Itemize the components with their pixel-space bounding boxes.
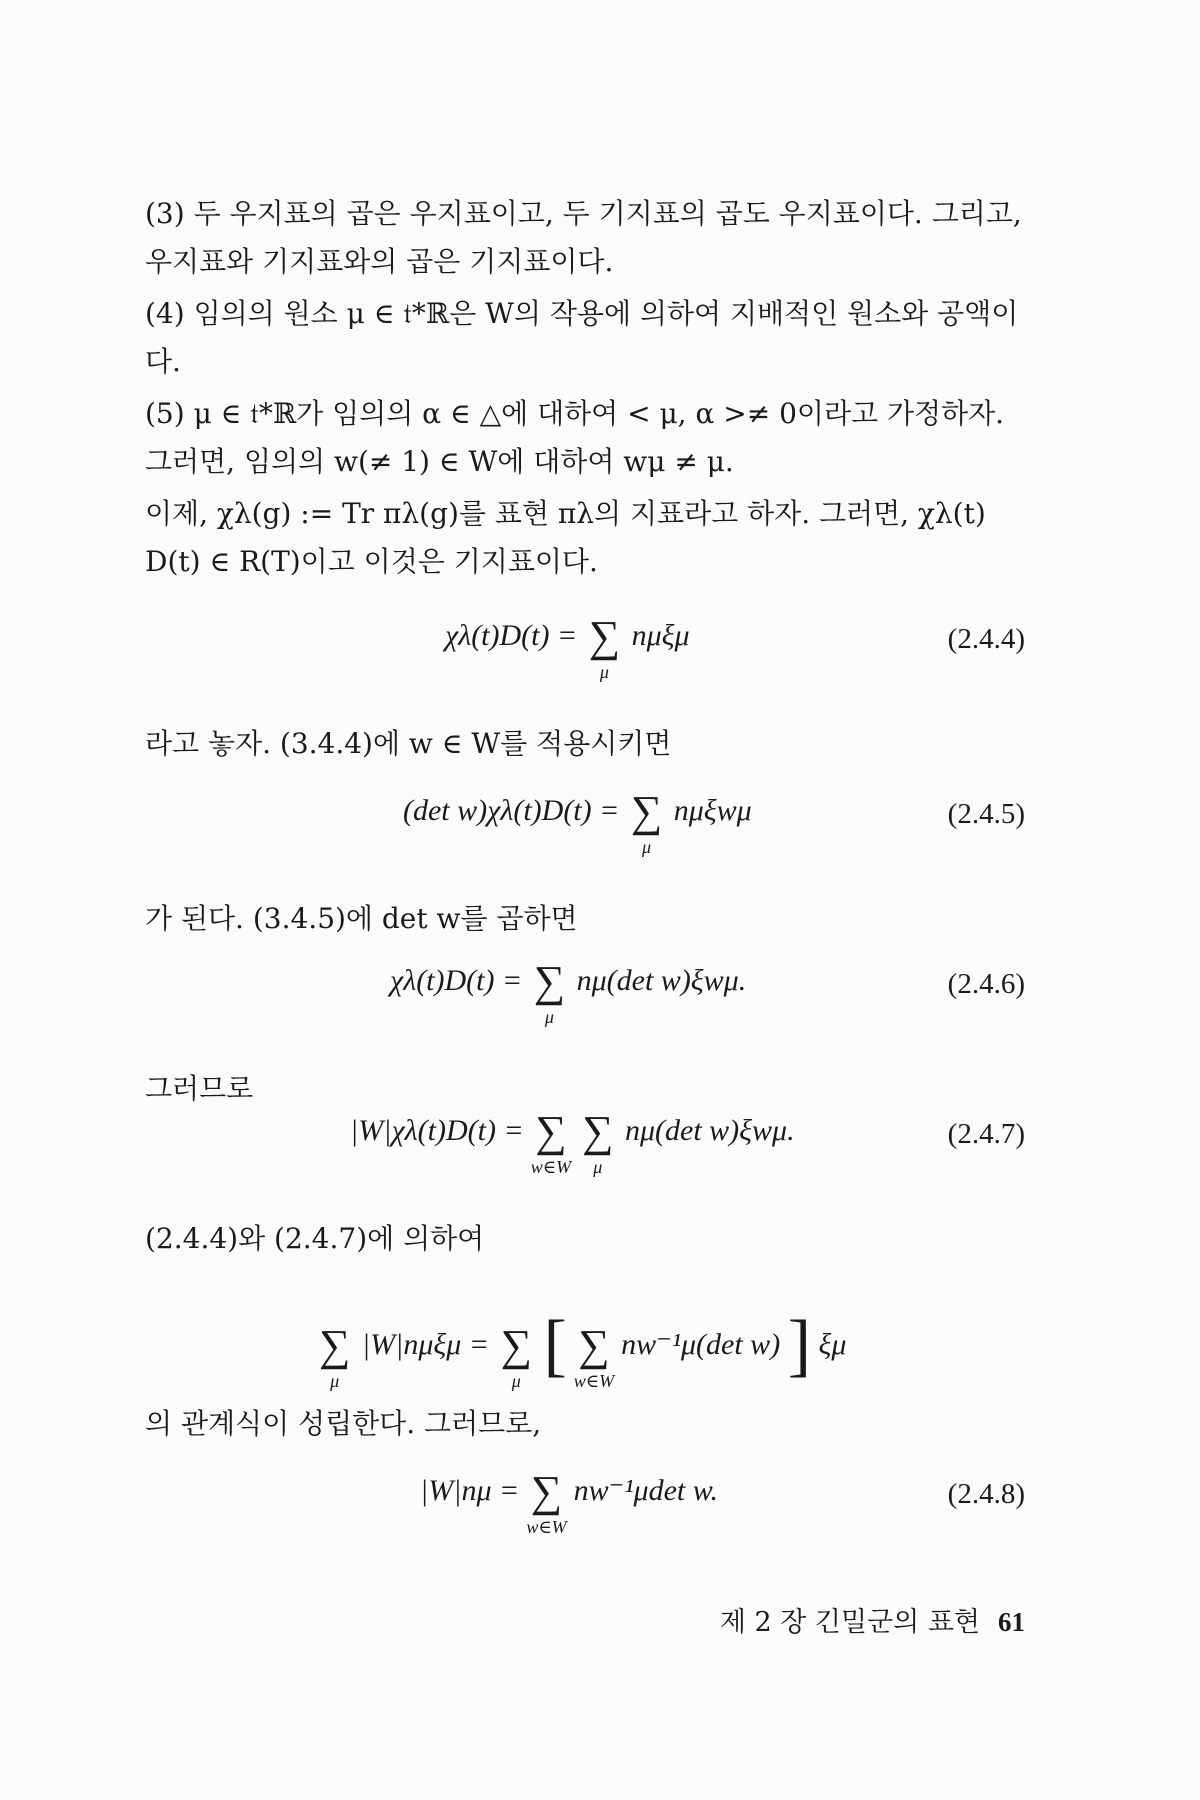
equation-number: (2.4.5) [947,798,1025,830]
equation-number: (2.4.6) [947,968,1025,1000]
summation-symbol: ∑ w∈W [530,1107,572,1177]
eq2-rhs: nμξwμ [673,794,752,827]
summation-symbol: ∑ μ [588,612,621,682]
paragraph-apply-w: 라고 놓자. (3.4.4)에 w ∈ W를 적용시키면 [145,727,672,760]
sum-index: w∈W [526,1517,567,1537]
eq3-rhs: nμ(det w)ξwμ. [576,964,747,997]
equation-relation [145,1300,1025,1410]
summation-symbol: ∑ μ [500,1321,532,1391]
paragraph-item-3: (3) 두 우지표의 곱은 우지표이고, 두 기지표의 곱도 우지표이다. 그리고, 우지표와 기지표와의 곱은 기지표이다. [145,197,1022,278]
sum-index: μ [544,1007,554,1027]
eq4-lhs: |W|χλ(t)D(t) = [350,1114,524,1147]
paragraph-by-equations: (2.4.4)와 (2.4.7)에 의하여 [145,1222,485,1255]
paragraph-therefore: 그러므로 [145,1072,254,1105]
sum-index: μ [642,837,652,857]
eq5-inner: nw⁻¹μ(det w) [621,1328,781,1361]
sum-index: μ [593,1157,603,1177]
paragraph-item-5: (5) μ ∈ 𝔱*ℝ가 임의의 α ∈ △에 대하여 < μ, α >≠ 0이라고 가정하자. 그러면, 임의의 w(≠ 1) ∈ W에 대하여 wμ ≠ μ. [145,397,1005,478]
summation-symbol: ∑ μ [630,787,663,857]
equation-number: (2.4.7) [947,1118,1025,1150]
equation-2-4-7 [145,1107,1025,1200]
summation-symbol: ∑ w∈W [573,1321,615,1391]
eq6-lhs: |W|nμ = [420,1474,520,1507]
sum-index: μ [511,1371,521,1391]
eq1-lhs: χλ(t)D(t) = [445,619,578,652]
page-number: 61 [998,1607,1025,1637]
paragraph-multiply-det: 가 된다. (3.4.5)에 det w를 곱하면 [145,902,578,935]
right-bracket: ] [787,1307,811,1384]
eq6-rhs: nw⁻¹μdet w. [573,1474,719,1507]
paragraph-character-def: 이제, χλ(g) := Tr πλ(g)를 표현 πλ의 지표라고 하자. 그러면, χλ(t) D(t) ∈ R(T)이고 이것은 기지표이다. [145,497,986,578]
sum-index: w∈W [573,1371,615,1391]
eq5-tail: ξμ [818,1328,847,1361]
summation-symbol: ∑ μ [582,1107,614,1177]
equation-2-4-5 [145,787,1025,880]
eq2-lhs: (det w)χλ(t)D(t) = [403,794,620,827]
eq3-lhs: χλ(t)D(t) = [390,964,523,997]
eq4-rhs: nμ(det w)ξwμ. [624,1114,795,1147]
page-footer [700,1600,1025,1639]
eq5-lhs: |W|nμξμ = [361,1328,490,1361]
sum-index: μ [330,1371,340,1391]
chapter-title: 제 2 장 긴밀군의 표현 [719,1607,980,1638]
summation-symbol: ∑ μ [319,1321,351,1391]
equation-number: (2.4.4) [947,623,1025,655]
eq1-rhs: nμξμ [631,619,690,652]
equation-number: (2.4.8) [947,1478,1025,1510]
summation-symbol: ∑ w∈W [526,1467,567,1537]
equation-2-4-4 [145,612,1025,705]
equation-2-4-6 [145,957,1025,1050]
sum-index: μ [599,662,609,682]
paragraph-item-4: (4) 임의의 원소 μ ∈ 𝔱*ℝ은 W의 작용에 의하여 지배적인 원소와 공액이다. [145,297,1019,378]
equation-2-4-8 [145,1467,1025,1560]
paragraph-relation-holds: 의 관계식이 성립한다. 그러므로, [145,1407,542,1440]
left-bracket: [ [543,1307,567,1384]
summation-symbol: ∑ μ [533,957,566,1027]
sum-index: w∈W [530,1157,572,1177]
